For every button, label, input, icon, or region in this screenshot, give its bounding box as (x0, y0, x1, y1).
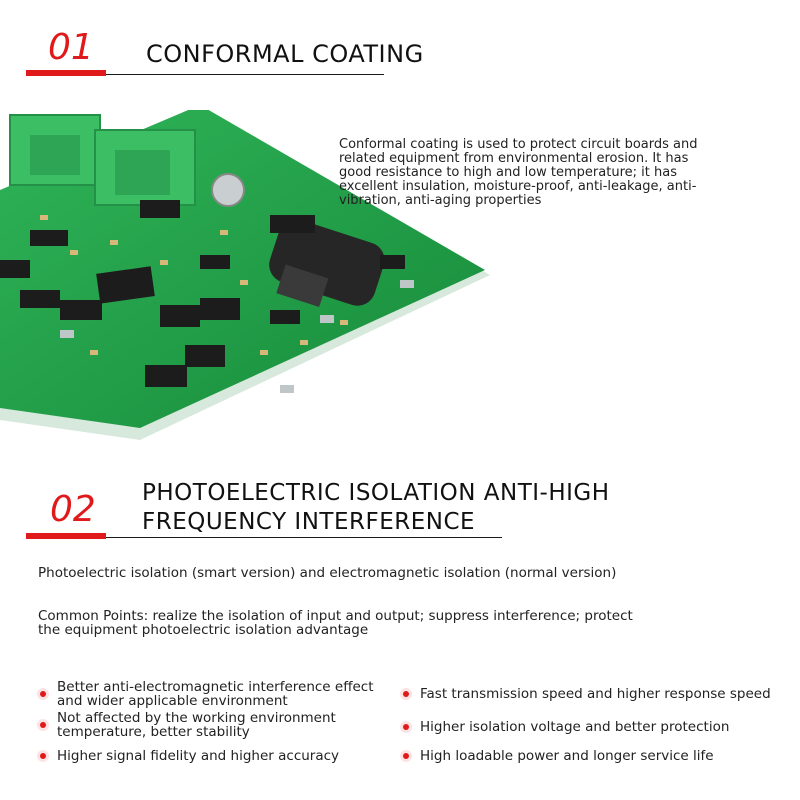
terminal-block-2 (95, 130, 195, 205)
bullet-right-3 (400, 749, 795, 763)
section-01-red-bar (26, 70, 106, 76)
bullet-dot-icon (400, 688, 412, 700)
bullet-dot-icon (400, 750, 412, 762)
bullet-right-1 (400, 687, 795, 701)
bullet-text: Not affected by the working environment temperature, better stability (57, 710, 336, 740)
section-02-underline (106, 537, 502, 538)
section-02-title-line-1: PHOTOELECTRIC ISOLATION ANTI-HIGH (142, 480, 610, 506)
bullet-text: High loadable power and longer service life (420, 748, 714, 764)
section-02-red-bar (26, 533, 106, 539)
bullet-text: Fast transmission speed and higher response speed (420, 686, 771, 702)
section-01-underline (106, 74, 384, 75)
bullet-left-2 (37, 711, 382, 739)
section-number-01: 01 (48, 27, 94, 68)
bullet-text: Better anti-electromagnetic interference effect and wider applicable environment (57, 679, 374, 709)
bullet-dot-icon (37, 719, 49, 731)
section-01-title: CONFORMAL COATING (146, 40, 424, 68)
section-02-intro: Photoelectric isolation (smart version) and electromagnetic isolation (normal version) (38, 565, 617, 581)
terminal-block-1 (10, 115, 100, 185)
bullet-dot-icon (37, 750, 49, 762)
bullet-dot-icon (400, 721, 412, 733)
bullet-right-2 (400, 720, 795, 734)
bullet-text: Higher signal fidelity and higher accuracy (57, 748, 340, 764)
bullet-dot-icon (37, 688, 49, 700)
bullet-text: Higher isolation voltage and better protection (420, 719, 730, 735)
section-02-title-line-2: FREQUENCY INTERFERENCE (142, 509, 476, 535)
section-02-common-points: Common Points: realize the isolation of input and output; suppress interference; protect the equipment photoelectric isolation advantage (38, 608, 633, 638)
bullet-left-1 (37, 680, 382, 708)
bullet-left-3 (37, 749, 382, 763)
section-01-description: Conformal coating is used to protect circuit boards and related equipment from environmental erosion. It has good resistance to high and low temperature; it has excellent insulation, moisture-proof, anti-leakage, anti-vibration, anti-aging properties (339, 137, 698, 208)
section-number-02: 02 (50, 489, 96, 530)
